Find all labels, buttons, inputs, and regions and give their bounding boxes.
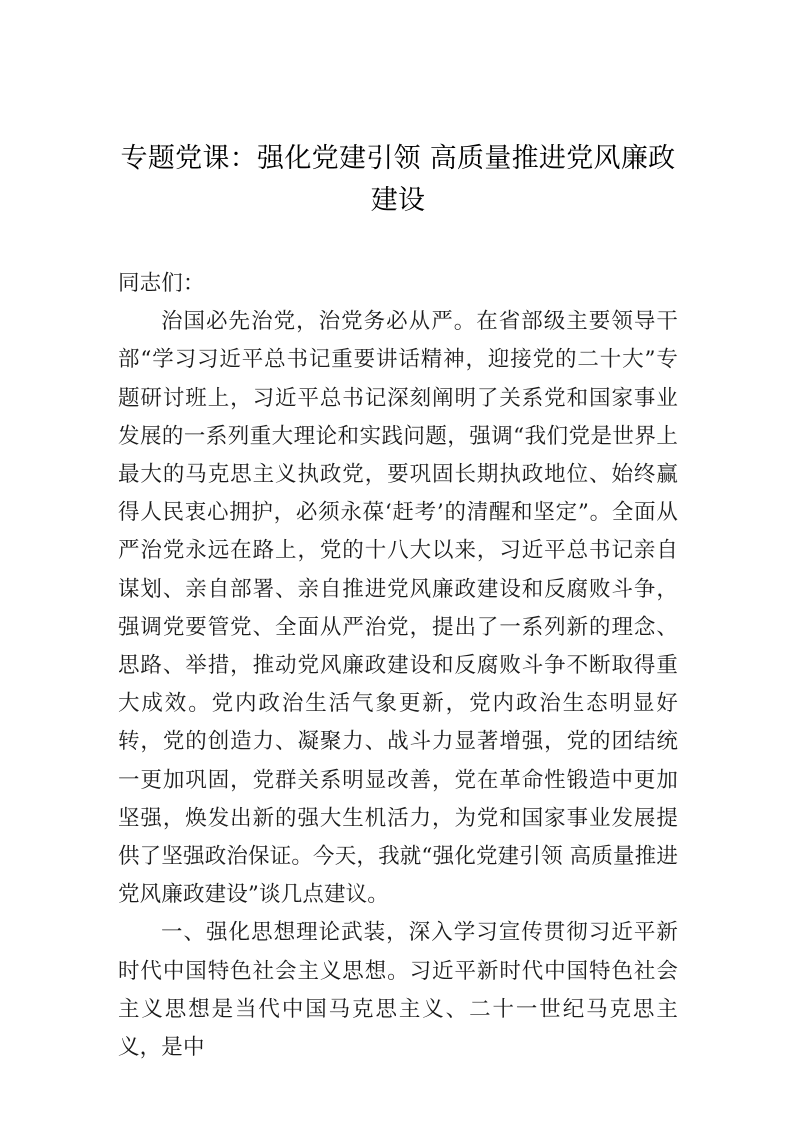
body-paragraph-1: 治国必先治党，治党务必从严。在省部级主要领导干部“学习习近平总书记重要讲话精神，迎接党的二十大”专题研讨班上，习近平总书记深刻阐明了关系党和国家事业发展的一系列重大理论和实践问题，强调“我们党是世界上最大的马克思主义执政党，要巩固长期执政地位、始终赢得人民衷心拥护，必须永葆‘赶考’的清醒和坚定”。全面从严治党永远在路上，党的十八大以来，习近平总书记亲自谋划、亲自部署、亲自推进党风廉政建设和反腐败斗争，强调党要管党、全面从严治党，提出了一系列新的理念、思路、举措，推动党风廉政建设和反腐败斗争不断取得重大成效。党内政治生活气象更新，党内政治生态明显好转，党的创造力、凝聚力、战斗力显著增强，党的团结统一更加巩固，党群关系明显改善，党在革命性锻造中更加坚强，焕发出新的强大生机活力，为党和国家事业发展提供了坚强政治保证。今天，我就“强化党建引领 高质量推进党风廉政建设”谈几点建议。 <box>118 309 678 908</box>
salutation: 同志们： <box>118 271 205 296</box>
document-content-column <box>118 0 678 1067</box>
body-paragraph-2: 一、强化思想理论武装，深入学习宣传贯彻习近平新时代中国特色社会主义思想。习近平新时代中国特色社会主义思想是当代中国马克思主义、二十一世纪马克思主义，是中 <box>118 920 678 1061</box>
page-title: 专题党课：强化党建引领 高质量推进党风廉政建设 <box>120 143 676 216</box>
document-body <box>118 265 678 1067</box>
